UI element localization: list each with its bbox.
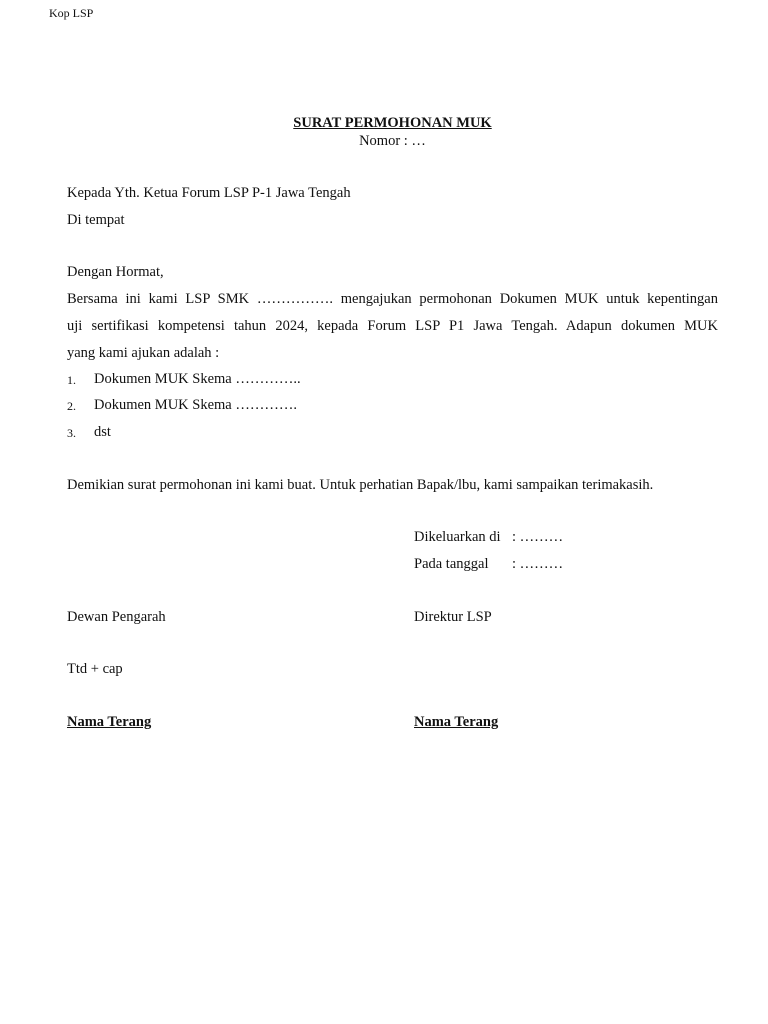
body-line-2: uji sertifikasi kompetensi tahun 2024, kepada Forum LSP P1 Jawa Tengah. Adapun dokumen MUK [67,318,718,334]
body-line-3: yang kami ajukan adalah : [67,345,220,361]
right-signatory-name: Nama Terang [414,714,499,730]
title-block [0,114,768,150]
signature-note: Ttd + cap [67,661,123,677]
issued-date-value: : ……… [512,556,564,572]
left-signatory-title: Dewan Pengarah [67,609,166,625]
list-item-number: 3. [67,426,76,440]
left-signatory-name: Nama Terang [67,714,152,730]
greeting: Dengan Hormat, [67,264,164,280]
recipient-line: Kepada Yth. Ketua Forum LSP P-1 Jawa Tengah [67,185,351,201]
document-number: Nomor : … [359,133,426,149]
list-item-number: 2. [67,399,76,413]
issued-date-label: Pada tanggal [414,556,489,572]
document-title: SURAT PERMOHONAN MUK [293,115,492,131]
letterhead: Kop LSP [49,6,94,20]
issued-place-label: Dikeluarkan di [414,529,501,545]
issued-place-value: : ……… [512,529,564,545]
closing-sentence: Demikian surat permohonan ini kami buat. Untuk perhatian Bapak/lbu, kami sampaikan terimakasih. [67,477,654,493]
list-item-number: 1. [67,373,76,387]
right-signatory-title: Direktur LSP [414,609,492,625]
list-item-text: Dokumen MUK Skema ………….. [94,371,301,387]
recipient-place: Di tempat [67,212,125,228]
list-item-text: Dokumen MUK Skema …………. [94,397,297,413]
list-item-text: dst [94,424,111,440]
body-line-1: Bersama ini kami LSP SMK ……………. mengajukan permohonan Dokumen MUK untuk kepentingan [67,291,718,307]
